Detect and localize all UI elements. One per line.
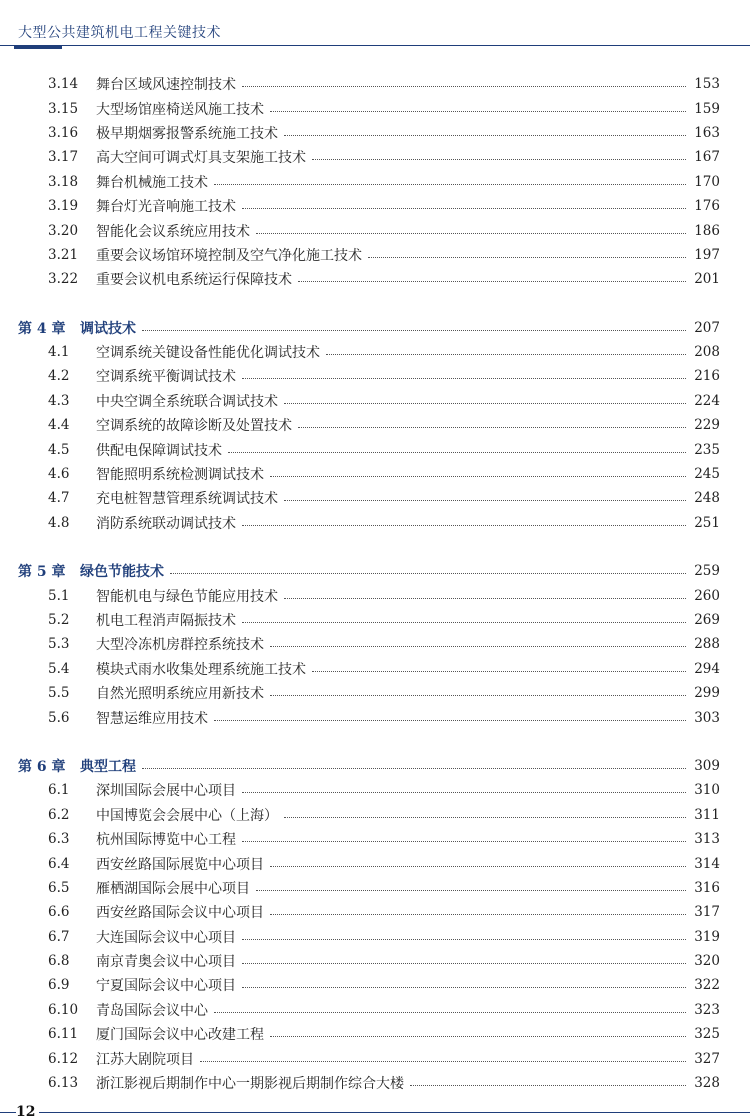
toc-entry-title: 空调系统关键设备性能优化调试技术 — [96, 345, 320, 362]
toc-section-entry[interactable] — [0, 437, 750, 461]
toc-section-entry[interactable] — [0, 243, 750, 267]
toc-section-entry[interactable] — [0, 340, 750, 364]
table-of-contents — [0, 72, 750, 1095]
toc-entry-number: 4.3 — [48, 392, 70, 409]
toc-entry-number: 3.18 — [48, 173, 79, 190]
dot-leader — [270, 865, 686, 867]
header-rule — [0, 45, 750, 46]
toc-entry-number: 3.14 — [48, 76, 79, 93]
toc-section-entry[interactable] — [0, 925, 750, 949]
toc-entry-page: 248 — [694, 490, 720, 507]
toc-section-entry[interactable] — [0, 121, 750, 145]
toc-entry-title: 中央空调全系统联合调试技术 — [96, 393, 278, 410]
dot-leader — [242, 207, 686, 209]
dot-leader — [242, 986, 686, 988]
toc-entry-page: 314 — [694, 855, 720, 872]
toc-entry-number: 3.19 — [48, 198, 79, 215]
toc-section-entry[interactable] — [0, 1046, 750, 1070]
toc-entry-title: 杭州国际博览中心工程 — [96, 832, 236, 849]
toc-entry-number: 5.1 — [48, 587, 70, 604]
header-accent-bar — [14, 45, 62, 49]
toc-entry-page: 207 — [694, 319, 720, 336]
toc-entry-number: 第 4 章 — [18, 320, 66, 337]
dot-leader — [284, 816, 686, 818]
toc-entry-title: 典型工程 — [80, 758, 136, 775]
toc-entry-title: 智能照明系统检测调试技术 — [96, 467, 264, 484]
toc-entry-title: 调试技术 — [80, 320, 136, 337]
toc-entry-title: 舞台机械施工技术 — [96, 174, 208, 191]
toc-entry-title: 充电桩智慧管理系统调试技术 — [96, 491, 278, 508]
toc-entry-title: 自然光照明系统应用新技术 — [96, 686, 264, 703]
toc-entry-title: 重要会议机电系统运行保障技术 — [96, 272, 292, 289]
toc-entry-page: 327 — [694, 1050, 720, 1067]
toc-entry-number: 6.7 — [48, 928, 70, 945]
toc-entry-page: 229 — [694, 417, 720, 434]
toc-entry-title: 宁夏国际会议中心项目 — [96, 978, 236, 995]
toc-entry-page: 323 — [694, 1001, 720, 1018]
toc-entry-title: 大连国际会议中心项目 — [96, 929, 236, 946]
toc-section-entry[interactable] — [0, 170, 750, 194]
dot-leader — [142, 767, 686, 769]
toc-section-entry[interactable] — [0, 657, 750, 681]
toc-entry-title: 中国博览会会展中心（上海） — [96, 807, 278, 824]
dot-leader — [242, 791, 686, 793]
toc-entry-page: 260 — [694, 587, 720, 604]
dot-leader — [242, 840, 686, 842]
toc-section-entry[interactable] — [0, 876, 750, 900]
toc-entry-page: 319 — [694, 928, 720, 945]
toc-section-entry[interactable] — [0, 389, 750, 413]
toc-entry-number: 3.15 — [48, 100, 79, 117]
footer-rule — [0, 1112, 750, 1113]
toc-entry-number: 5.5 — [48, 685, 70, 702]
toc-entry-page: 208 — [694, 344, 720, 361]
toc-entry-title: 舞台区域风速控制技术 — [96, 77, 236, 94]
dot-leader — [284, 134, 686, 136]
toc-entry-title: 深圳国际会展中心项目 — [96, 783, 236, 800]
toc-entry-title: 舞台灯光音响施工技术 — [96, 199, 236, 216]
toc-chapter-entry[interactable] — [0, 559, 750, 583]
dot-leader — [270, 645, 686, 647]
toc-entry-title: 绿色节能技术 — [80, 564, 164, 581]
toc-section-entry[interactable] — [0, 632, 750, 656]
toc-entry-number: 6.9 — [48, 977, 70, 994]
toc-chapter-entry[interactable] — [0, 754, 750, 778]
dot-leader — [312, 670, 686, 672]
toc-entry-page: 176 — [694, 198, 720, 215]
toc-section-entry[interactable] — [0, 900, 750, 924]
running-header — [0, 0, 750, 50]
toc-entry-number: 5.6 — [48, 709, 70, 726]
toc-entry-page: 322 — [694, 977, 720, 994]
toc-section-entry[interactable] — [0, 949, 750, 973]
toc-entry-page: 320 — [694, 953, 720, 970]
toc-entry-page: 316 — [694, 879, 720, 896]
toc-entry-title: 雁栖湖国际会展中心项目 — [96, 880, 250, 897]
dot-leader — [298, 280, 686, 282]
toc-section-entry[interactable] — [0, 413, 750, 437]
dot-leader — [228, 451, 686, 453]
toc-entry-page: 170 — [694, 173, 720, 190]
page-number: 12 — [16, 1104, 39, 1120]
toc-entry-number: 6.13 — [48, 1075, 79, 1092]
toc-entry-number: 4.8 — [48, 514, 70, 531]
dot-leader — [270, 694, 686, 696]
toc-entry-number: 5.4 — [48, 660, 70, 677]
toc-entry-number: 4.4 — [48, 417, 70, 434]
toc-entry-title: 智慧运维应用技术 — [96, 710, 208, 727]
toc-entry-title: 高大空间可调式灯具支架施工技术 — [96, 150, 306, 167]
dot-leader — [142, 329, 686, 331]
dot-leader — [284, 597, 686, 599]
toc-section-entry[interactable] — [0, 1071, 750, 1095]
toc-entry-number: 6.8 — [48, 953, 70, 970]
dot-leader — [256, 232, 686, 234]
toc-entry-page: 251 — [694, 514, 720, 531]
dot-leader — [242, 938, 686, 940]
dot-leader — [242, 85, 686, 87]
toc-section-entry[interactable] — [0, 681, 750, 705]
toc-entry-number: 4.6 — [48, 466, 70, 483]
toc-chapter-entry[interactable] — [0, 316, 750, 340]
toc-entry-page: 224 — [694, 392, 720, 409]
dot-leader — [214, 1011, 686, 1013]
toc-entry-title: 重要会议场馆环境控制及空气净化施工技术 — [96, 247, 362, 264]
toc-section-entry[interactable] — [0, 194, 750, 218]
toc-gap — [0, 292, 750, 316]
dot-leader — [270, 110, 686, 112]
dot-leader — [270, 1035, 686, 1037]
toc-entry-number: 6.1 — [48, 782, 70, 799]
toc-entry-number: 5.3 — [48, 636, 70, 653]
running-footer — [0, 1100, 750, 1120]
dot-leader — [326, 353, 686, 355]
toc-entry-page: 309 — [694, 757, 720, 774]
toc-entry-title: 南京青奥会议中心项目 — [96, 954, 236, 971]
toc-entry-page: 186 — [694, 222, 720, 239]
toc-entry-page: 159 — [694, 100, 720, 117]
toc-entry-number: 4.2 — [48, 368, 70, 385]
toc-entry-number: 6.2 — [48, 806, 70, 823]
toc-gap — [0, 730, 750, 754]
toc-entry-page: 163 — [694, 124, 720, 141]
toc-entry-number: 4.7 — [48, 490, 70, 507]
toc-entry-number: 6.11 — [48, 1026, 79, 1043]
dot-leader — [170, 572, 686, 574]
toc-section-entry[interactable] — [0, 998, 750, 1022]
toc-entry-title: 西安丝路国际会议中心项目 — [96, 905, 264, 922]
toc-entry-page: 269 — [694, 612, 720, 628]
toc-entry-title: 供配电保障调试技术 — [96, 442, 222, 459]
toc-entry-number: 3.21 — [48, 246, 79, 263]
toc-entry-page: 197 — [694, 246, 720, 263]
toc-entry-page: 310 — [694, 782, 720, 799]
dot-leader — [270, 475, 686, 477]
toc-entry-title: 智能化会议系统应用技术 — [96, 223, 250, 240]
toc-section-entry[interactable] — [0, 462, 750, 486]
toc-section-entry[interactable] — [0, 364, 750, 388]
dot-leader — [298, 426, 686, 428]
toc-section-entry[interactable] — [0, 96, 750, 120]
toc-gap — [0, 535, 750, 559]
dot-leader — [284, 402, 686, 404]
dot-leader — [410, 1084, 686, 1086]
toc-entry-title: 青岛国际会议中心 — [96, 1002, 208, 1019]
toc-entry-page: 299 — [694, 685, 720, 702]
dot-leader — [256, 889, 686, 891]
toc-section-entry[interactable] — [0, 973, 750, 997]
toc-entry-number: 6.4 — [48, 855, 70, 872]
toc-section-entry[interactable] — [0, 1022, 750, 1046]
toc-entry-title: 西安丝路国际展览中心项目 — [96, 856, 264, 873]
toc-section-entry[interactable] — [0, 486, 750, 510]
toc-section-entry[interactable] — [0, 803, 750, 827]
toc-entry-number: 6.3 — [48, 831, 70, 848]
toc-entry-page: 294 — [694, 660, 720, 677]
toc-entry-number: 6.12 — [48, 1050, 79, 1067]
toc-entry-title: 厦门国际会议中心改建工程 — [96, 1027, 264, 1044]
dot-leader — [368, 256, 686, 258]
toc-entry-page: 311 — [694, 806, 720, 823]
toc-entry-page: 328 — [694, 1075, 720, 1092]
toc-entry-page: 167 — [694, 149, 720, 166]
toc-entry-number: 5.2 — [48, 612, 70, 628]
dot-leader — [242, 621, 686, 623]
book-title: 大型公共建筑机电工程关键技术 — [18, 25, 221, 41]
toc-entry-title: 空调系统的故障诊断及处置技术 — [96, 418, 292, 435]
toc-entry-page: 245 — [694, 466, 720, 483]
toc-entry-page: 201 — [694, 271, 720, 288]
toc-section-entry[interactable] — [0, 827, 750, 851]
toc-entry-number: 3.22 — [48, 271, 79, 288]
toc-entry-title: 消防系统联动调试技术 — [96, 515, 236, 532]
toc-entry-title: 浙江影视后期制作中心一期影视后期制作综合大楼 — [96, 1076, 404, 1093]
toc-entry-title: 空调系统平衡调试技术 — [96, 369, 236, 386]
toc-section-entry[interactable] — [0, 145, 750, 169]
toc-section-entry[interactable] — [0, 218, 750, 242]
dot-leader — [200, 1060, 686, 1062]
toc-section-entry[interactable] — [0, 511, 750, 535]
toc-entry-number: 4.5 — [48, 441, 70, 458]
toc-entry-number: 4.1 — [48, 344, 70, 361]
dot-leader — [242, 524, 686, 526]
toc-section-entry[interactable] — [0, 851, 750, 875]
toc-entry-number: 6.5 — [48, 879, 70, 896]
toc-entry-number: 第 6 章 — [18, 758, 66, 775]
dot-leader — [242, 962, 686, 964]
toc-entry-page: 325 — [694, 1026, 720, 1043]
toc-entry-number: 第 5 章 — [18, 564, 66, 581]
toc-entry-page: 259 — [694, 563, 720, 580]
toc-entry-number: 6.10 — [48, 1001, 79, 1018]
toc-entry-number: 3.17 — [48, 149, 79, 166]
toc-entry-title: 极早期烟雾报警系统施工技术 — [96, 125, 278, 142]
toc-entry-title: 江苏大剧院项目 — [96, 1051, 194, 1068]
toc-entry-page: 153 — [694, 76, 720, 93]
dot-leader — [312, 158, 686, 160]
toc-entry-page: 313 — [694, 831, 720, 848]
dot-leader — [242, 377, 686, 379]
toc-entry-page: 235 — [694, 441, 720, 458]
toc-entry-number: 3.20 — [48, 222, 79, 239]
toc-entry-title: 大型场馆座椅送风施工技术 — [96, 101, 264, 118]
dot-leader — [214, 183, 686, 185]
toc-entry-title: 机电工程消声隔振技术 — [96, 613, 236, 629]
toc-section-entry[interactable] — [0, 72, 750, 96]
toc-section-entry[interactable] — [0, 267, 750, 291]
toc-entry-page: 216 — [694, 368, 720, 385]
dot-leader — [284, 499, 686, 501]
dot-leader — [270, 913, 686, 915]
toc-entry-title: 模块式雨水收集处理系统施工技术 — [96, 661, 306, 678]
dot-leader — [214, 719, 686, 721]
toc-entry-title: 智能机电与绿色节能应用技术 — [96, 588, 278, 605]
toc-entry-title: 大型冷冻机房群控系统技术 — [96, 637, 264, 654]
toc-entry-number: 3.16 — [48, 124, 79, 141]
toc-entry-page: 288 — [694, 636, 720, 653]
toc-entry-page: 303 — [694, 709, 720, 726]
toc-entry-number: 6.6 — [48, 904, 70, 921]
toc-section-entry[interactable] — [0, 608, 750, 632]
toc-section-entry[interactable] — [0, 705, 750, 729]
toc-entry-page: 317 — [694, 904, 720, 921]
toc-section-entry[interactable] — [0, 778, 750, 802]
toc-section-entry[interactable] — [0, 583, 750, 607]
